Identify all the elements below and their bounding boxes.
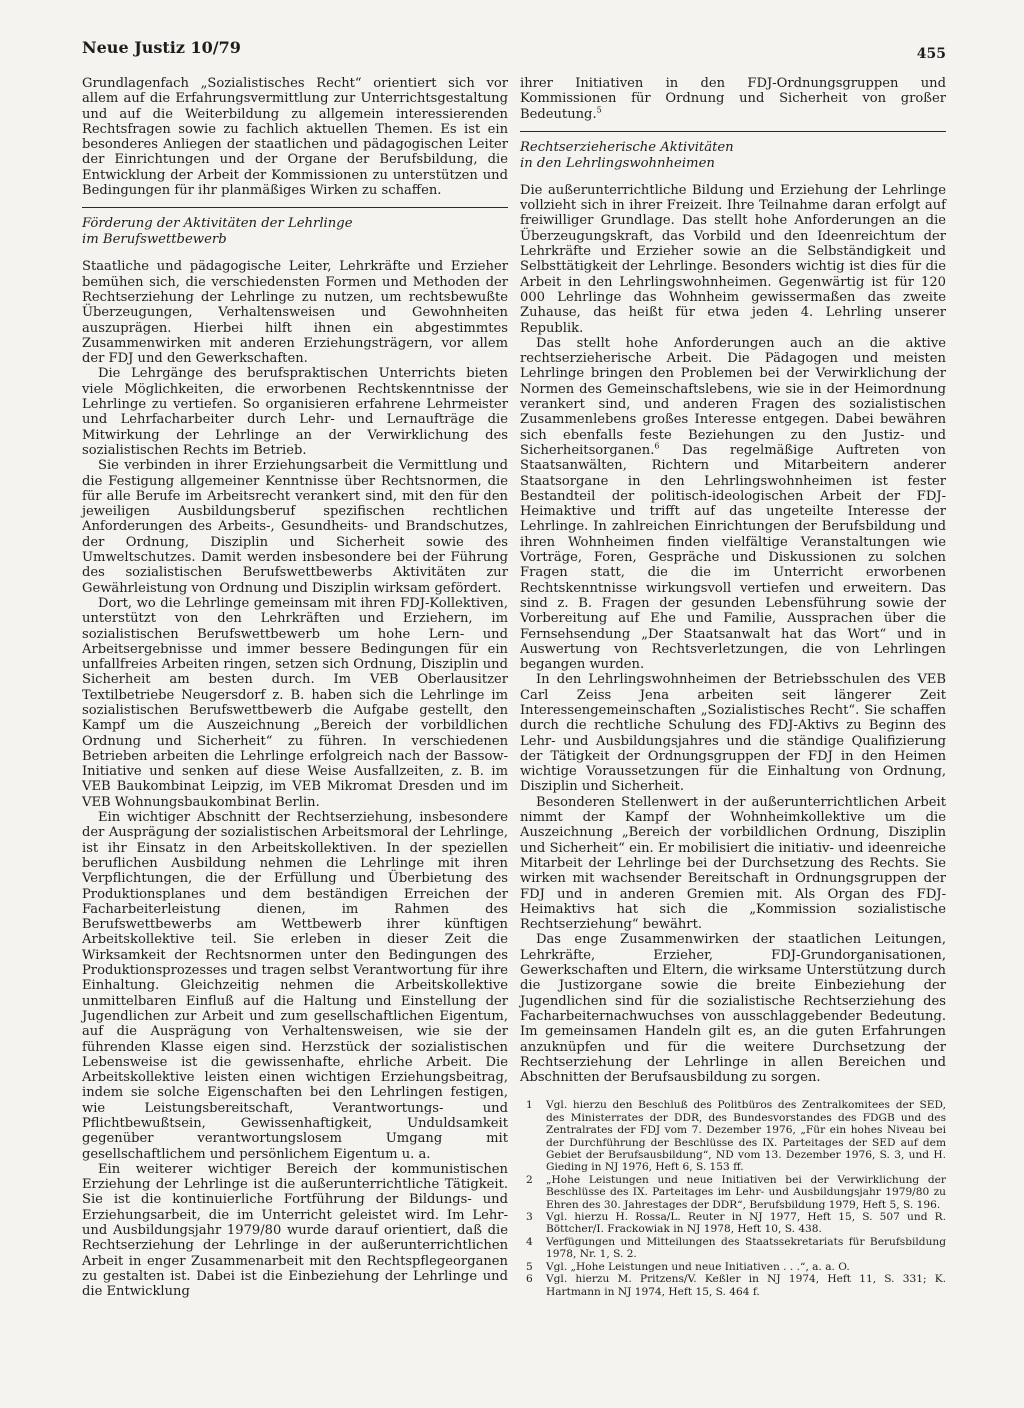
- paragraph: Die außerunterrichtliche Bildung und Erziehung der Lehrlinge vollzieht sich in ihrer Freizeit. Ihre Teilnahme daran erfolgt auf freiwilliger Grundlage. Das stellt hohe Anforderungen an die Überzeugungskraft, das Vorbild und den Ideenreichtum der Lehrkräfte und Erzieher sowie an die Selbständigkeit und Selbsttätigkeit der Lehrlinge. Besonders wichtig ist dies für die Arbeit in den Lehrlingswohnheimen. Gegenwärtig ist für 120 000 Lehrlinge das Wohnheim gewissermaßen das zweite Zuhause, das heißt für etwa jeden 4. Lehrling unserer Republik.: [520, 182, 946, 336]
- footnote: [520, 1273, 946, 1298]
- journal-title: Neue Justiz 10/79: [82, 38, 241, 57]
- footnote-text: Vgl. hierzu den Beschluß des Politbüros des Zentralkomitees der SED, des Ministerrates der DDR, des Bundesvorstandes des FDGB und des Zentralrates der FDJ vom 7. Dezember 1976, „Für ein hohes Niveau bei der Durchführung der Beschlüsse des IX. Parteitages der SED auf dem Gebiet der Berufsausbildung“, ND vom 13. Dezember 1976, S. 3, und H. Gieding in NJ 1976, Heft 6, S. 153 ff.: [546, 1099, 946, 1174]
- left-column: [82, 76, 508, 1300]
- section-heading-berufswettbewerb: [82, 207, 508, 248]
- page-header: [82, 38, 946, 72]
- footnote-number: 3: [526, 1211, 533, 1224]
- section-heading-line: Rechtserzieherische Aktivitäten: [520, 139, 734, 155]
- page-number: 455: [916, 46, 946, 62]
- section-heading-line: im Berufswettbewerb: [82, 232, 227, 248]
- footnote-number: 5: [526, 1260, 533, 1273]
- section-heading-line: Förderung der Aktivitäten der Lehrlinge: [82, 216, 353, 232]
- footnote-number: 2: [526, 1173, 533, 1186]
- footnote: [520, 1174, 946, 1211]
- paragraph: In den Lehrlingswohnheimen der Betriebsschulen des VEB Carl Zeiss Jena arbeiten seit längerer Zeit Interessengemeinschaften „Sozialistisches Recht“. Sie schaffen durch die rechtliche Schulung des FDJ-Aktivs zu Beginn des Lehr- und Ausbildungsjahres und die ständige Qualifizierung der Tätigkeit der Ordnungsgruppen der FDJ in den Heimen wichtige Voraussetzungen für die Einhaltung von Ordnung, Disziplin und Sicherheit.: [520, 672, 946, 795]
- paragraph: Ein wichtiger Abschnitt der Rechtserziehung, insbesondere der Ausprägung der sozialistischen Arbeitsmoral der Lehrlinge, ist ihr Einsatz in den Arbeitskollektiven. In der speziellen beruflichen Ausbildung nehmen die Lehrlinge mit ihren Verpflichtungen, die der Erfüllung und Überbietung des Produktionsplanes und dem beständigen Erreichen der Facharbeiterleistung dienen, im Rahmen des Berufswettbewerbs am Wettbewerb ihrer künftigen Arbeitskollektive teil. Sie erleben in dieser Zeit die Wirksamkeit der Rechtsnormen unter den Bedingungen des Produktionsprozesses und tragen selbst Verantwortung für ihre Einhaltung. Gleichzeitig nehmen die Arbeitskollektive unmittelbaren Einfluß auf die Haltung und Einstellung der Jugendlichen zur Arbeit und zum gesellschaftlichen Eigentum, auf die Ausprägung von Verhaltensweisen, wie sie der führenden Klasse eigen sind. Herzstück der sozialistischen Lebensweise ist die gewissenhafte, ehrliche Arbeit. Die Arbeitskollektive leisten einen wichtigen Erziehungsbeitrag, indem sie solche Eigenschaften bei den Lehrlingen festigen, wie Leistungsbereitschaft, Verantwortungs- und Pflichtbewußtsein, Gewissenhaftigkeit, Unduldsamkeit gegenüber verantwortungslosem Umgang mit gesellschaftlichem und persönlichem Eigentum u. a.: [82, 810, 508, 1162]
- footnote-text: Verfügungen und Mitteilungen des Staatssekretariats für Berufsbildung 1978, Nr. 1, S. 2.: [546, 1235, 946, 1261]
- footnote-number: 4: [526, 1235, 533, 1248]
- section-heading-lehrlingswohnheime: [520, 131, 946, 172]
- footnote: [520, 1261, 946, 1273]
- paragraph: Staatliche und pädagogische Leiter, Lehrkräfte und Erzieher bemühen sich, die verschiedensten Formen und Methoden der Rechtserziehung der Lehrlinge zu nutzen, um rechtsbewußte Überzeugungen, Verhaltensweisen und Gewohnheiten auszuprägen. Hierbei hilft ihnen ein abgestimmtes Zusammenwirken mit anderen Erziehungsträgern, vor allem der FDJ und den Gewerkschaften.: [82, 259, 508, 367]
- footnote-text: Vgl. „Hohe Leistungen und neue Initiativen . . .“, a. a. O.: [546, 1260, 850, 1273]
- footnote-number: 1: [526, 1099, 533, 1112]
- section-heading-line: in den Lehrlingswohnheimen: [520, 155, 715, 171]
- paragraph: Besonderen Stellenwert in der außerunterrichtlichen Arbeit nimmt der Kampf der Wohnheimkollektive um die Auszeichnung „Bereich der vorbildlichen Ordnung, Disziplin und Sicherheit“ ein. Er mobilisiert die initiativ- und ideenreiche Mitarbeit der Lehrlinge bei der Durchsetzung des Rechts. Sie wirken mit wachsender Bereitschaft in Ordnungsgruppen der FDJ und in anderen Gremien mit. Als Organ des FDJ-Heimaktivs hat sich die „Kommission sozialistische Rechtserziehung“ bewährt.: [520, 794, 946, 933]
- footnote: [520, 1236, 946, 1261]
- paragraph-text: Das regelmäßige Auftreten von Staatsanwälten, Richtern und Mitarbeitern anderer Staatsorgane in den Lehrlingswohnheimen ist fester Bestandteil der politisch-ideologischen Arbeit der FDJ-Heimaktive und trifft auf das ungeteilte Interesse der Lehrlinge. In zahlreichen Einrichtungen der Berufsbildung und ihren Wohnheimen finden vielfältige Veranstaltungen wie Vorträge, Foren, Gespräche und Diskussionen zu solchen Fragen statt, die die im Unterricht erworbenen Rechtskenntnisse wirkungsvoll vertiefen und erweitern. Das sind z. B. Fragen der gesunden Lebensführung sowie der Vorbereitung auf Ehe und Familie, Aussprachen über die Fernsehsendung „Der Staatsanwalt hat das Wort“ und in Auswertung von Rechtsverletzungen, die von Lehrlingen begangen wurden.: [520, 442, 946, 673]
- footnote-ref: 6: [654, 441, 660, 451]
- paragraph: Das enge Zusammenwirken der staatlichen Leitungen, Lehrkräfte, Erzieher, FDJ-Grundorganisationen, Gewerkschaften und Eltern, die wirksame Unterstützung durch die Justizorgane sowie die breite Einbeziehung der Jugendlichen sind für die sozialistische Rechtserziehung des Facharbeiternachwuchses von ausschlaggebender Bedeutung. Im gemeinsamen Handeln gilt es, an die guten Erfahrungen anzuknüpfen und für die weitere Durchsetzung der Rechtserziehung der Lehrlinge in allen Bereichen und Abschnitten der Berufsausbildung zu sorgen.: [520, 932, 946, 1086]
- footnote-text: Vgl. hierzu H. Rossa/L. Reuter in NJ 1977, Heft 15, S. 507 und R. Böttcher/I. Frackowiak in NJ 1978, Heft 10, S. 438.: [546, 1211, 946, 1236]
- paragraph: Ein weiterer wichtiger Bereich der kommunistischen Erziehung der Lehrlinge ist die außerunterrichtliche Tätigkeit. Sie ist die kontinuierliche Fortführung der Bildungs- und Erziehungsarbeit, die im Unterricht geleistet wird. Im Lehr- und Ausbildungsjahr 1979/80 wurde darauf orientiert, daß die Rechtserziehung der Lehrlinge in der außerunterrichtlichen Arbeit in enger Zusammenarbeit mit den Rechtspflegeorganen zu gestalten ist. Dabei ist die Einbeziehung der Lehrlinge und die Entwicklung: [82, 1161, 508, 1300]
- footnote-text: Vgl. hierzu M. Pritzens/V. Keßler in NJ 1974, Heft 11, S. 331; K. Hartmann in NJ 1974, Heft 15, S. 464 f.: [546, 1273, 946, 1298]
- paragraph: Sie verbinden in ihrer Erziehungsarbeit die Vermittlung und die Festigung allgemeiner Kenntnisse über Rechtsnormen, die für alle Berufe im Arbeitsrecht verankert sind, mit den für den jeweiligen Ausbildungsberuf spezifischen rechtlichen Anforderungen des Arbeits-, Gesundheits- und Brandschutzes, der Ordnung, Disziplin und Sicherheit sowie des Umweltschutzes. Damit werden insbesondere bei der Führung des sozialistischen Berufswettbewerbs Aktivitäten zur Gewährleistung von Ordnung und Disziplin wirksam gefördert.: [82, 458, 508, 596]
- footnote-number: 6: [526, 1273, 533, 1286]
- footnote: [520, 1099, 946, 1173]
- footnote-ref: 5: [596, 105, 602, 115]
- paragraph-continued: [520, 76, 946, 122]
- paragraph: Dort, wo die Lehrlinge gemeinsam mit ihren FDJ-Kollektiven, unterstützt von den Lehrkräften und Erziehern, im sozialistischen Berufswettbewerb um hohe Lern- und Arbeitsergebnisse und immer bessere Bedingungen für ein unfallfreies Arbeiten ringen, setzen sich Ordnung, Disziplin und Sicherheit am besten durch. Im VEB Oberlausitzer Textilbetriebe Neugersdorf z. B. haben sich die Lehrlinge im sozialistischen Berufswettbewerb die Aufgabe gestellt, den Kampf um die Auszeichnung „Bereich der vorbildlichen Ordnung und Sicherheit“ zu führen. In verschiedenen Betrieben arbeiten die Lehrlinge erfolgreich nach der Bassow-Initiative und senken auf diese Weise Ausfallzeiten, z. B. im VEB Baukombinat Leipzig, im VEB Mikromat Dresden und im VEB Wohnungsbaukombinat Berlin.: [82, 595, 508, 810]
- paragraph-text: ihrer Initiativen in den FDJ-Ordnungsgruppen und Kommissionen für Ordnung und Sicherheit von großer Bedeutung.: [520, 76, 946, 122]
- paragraph-continued: Grundlagenfach „Sozialistisches Recht“ orientiert sich vor allem auf die Erfahrungsvermittlung zur Unterrichtsgestaltung und auf die Weiterbildung zu allgemein interessierenden Rechtsfragen sowie zu fachlich aktuellen Themen. Es ist ein besonderes Anliegen der staatlichen und pädagogischen Leiter der Einrichtungen und der Organe der Berufsbildung, die Entwicklung der Arbeit der Kommissionen zu unterstützen und Bedingungen für ihr planmäßiges Wirken zu schaffen.: [82, 76, 508, 199]
- paragraph-text: Das stellt hohe Anforderungen auch an die aktive rechtserzieherische Arbeit. Die Pädagogen und meisten Lehrlinge bringen den Problemen bei der Verwirklichung der Normen des Gemeinschaftslebens, wie sie in der Heimordnung verankert sind, und anderen Fragen des sozialistischen Zusammenlebens großes Interesse entgegen. Dabei bewähren sich ebenfalls feste Beziehungen zu den Justiz- und Sicherheitsorganen.: [520, 335, 946, 458]
- footnote: [520, 1211, 946, 1236]
- right-column: [520, 76, 946, 1298]
- footnotes: [520, 1099, 946, 1298]
- paragraph: [520, 336, 946, 673]
- footnote-text: „Hohe Leistungen und neue Initiativen bei der Verwirklichung der Beschlüsse des IX. Parteitages im Lehr- und Ausbildungsjahr 1979/80 zu Ehren des 30. Jahrestages der DDR“, Berufsbildung 1979, Heft 5, S. 196.: [546, 1173, 946, 1211]
- paragraph: Die Lehrgänge des berufspraktischen Unterrichts bieten viele Möglichkeiten, die erworbenen Rechtskenntnisse der Lehrlinge zu vertiefen. So organisieren erfahrene Lehrmeister und Lehrfacharbeiter durch Lehr- und Lernaufträge die Mitwirkung der Lehrlinge an der Verwirklichung des sozialistischen Rechts im Betrieb.: [82, 366, 508, 458]
